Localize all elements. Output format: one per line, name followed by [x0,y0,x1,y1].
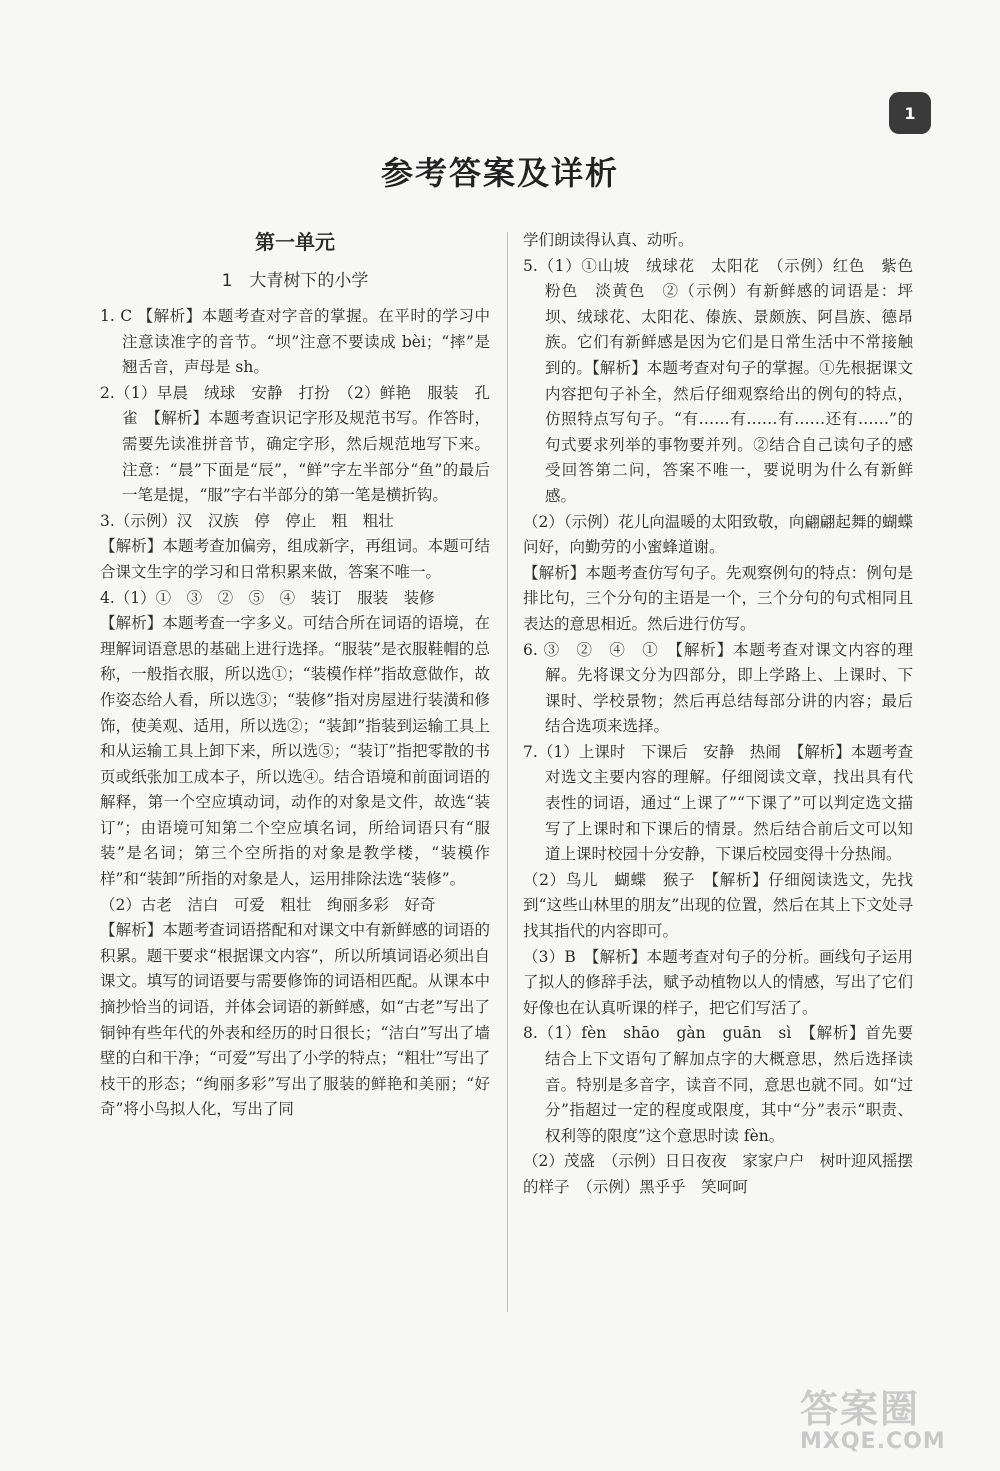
answer-item: （2）（示例）花儿向温暖的太阳致敬，向翩翩起舞的蝴蝶问好，向勤劳的小蜜蜂道谢。 [523,512,913,557]
answer-item: （3）B 【解析】本题考查对句子的分析。画线句子运用了拟人的修辞手法，赋予动植物以人的情感，写出了它们好像也在认真听课的样子，把它们写活了。 [523,947,913,1017]
unit-title: 第一单元 [255,230,335,254]
answer-item: 1. C 【解析】本题考查对字音的掌握。在平时的学习中注意读准字的音节。“坝”注意不要读成 bèi；“摔”是翘舌音，声母是 sh。 [100,307,490,377]
page-title: 参考答案及详析 [380,154,619,192]
column-divider [507,232,508,1312]
answer-item: 3.（示例）汉 汉族 停 停止 粗 粗壮 [100,511,394,530]
answer-item: （2）茂盛 （示例）日日夜夜 家家户户 树叶迎风摇摆的样子 （示例）黑乎乎 笑呵呵 [523,1152,913,1196]
left-column [100,228,490,1123]
answer-item: 7.（1）上课时 下课后 安静 热闹 【解析】本题考查对选文主要内容的理解。仔细阅读文章，找出具有代表性的词语，通过“上课了”“下课了”可以判定选文描写了上课时和下课后的情景。然后结合前后文可以知道上课时校园十分安静，下课后校园变得十分热闹。 [523,742,913,864]
lesson-title: 1 大青树下的小学 [221,271,369,291]
answer-item: 【解析】本题考查词语搭配和对课文中有新鲜感的词语的积累。题干要求“根据课文内容”，所以所填词语必须出自课文。填写的词语要与需要修饰的词语相匹配。从课本中摘抄恰当的词语，并体会词语的新鲜感，如“古老”写出了铜钟有些年代的外表和经历的时日很长；“洁白”写出了墙壁的白和干净；“可爱”写出了小学的特点；“粗壮”写出了枝干的形态；“绚丽多彩”写出了服装的鲜艳和美丽；“好奇”将小鸟拟人化，写出了同 [100,921,490,1119]
answer-item: 【解析】本题考查一字多义。可结合所在词语的语境，在理解词语意思的基础上进行选择。“服装”是衣服鞋帽的总称，一般指衣服，所以选①；“装模作样”指故意做作，故作姿态给人看，所以选③；“装修”指对房屋进行装潢和修饰，使美观、适用，所以选②；“装卸”指装到运输工具上和从运输工具上卸下来，所以选⑤；“装订”指把零散的书页或纸张加工成本子，所以选④。结合语境和前面词语的解释，第一个空应填动词，动作的对象是文件，故选“装订”；由语境可知第二个空应填名词，所给词语只有“服装”是名词；第三个空所指的对象是教学楼，“装模作样”和“装卸”所指的对象是人，运用排除法选“装修”。 [100,614,490,889]
watermark-en: MXQE.COM [800,1429,946,1454]
answer-item: 学们朗读得认真、动听。 [523,231,694,249]
answer-item: 8.（1）fèn shāo gàn guān sì 【解析】首先要结合上下文语句了解加点字的大概意思，然后选择读音。特别是多音字，读音不同，意思也就不同。如“过分”指超过一定的程度或限度，其中“分”表示“职责、权利等的限度”这个意思时读 fèn。 [523,1024,913,1145]
answer-item: 【解析】本题考查仿写句子。先观察例句的特点：例句是排比句，三个分句的主语是一个，三个分句的句式相同且表达的意思相近。然后进行仿写。 [523,563,913,633]
answer-item: 2.（1）早晨 绒球 安静 打扮 （2）鲜艳 服装 孔雀 【解析】本题考查识记字形及规范书写。作答时，需要先读准拼音节，确定字形，然后规范地写下来。注意：“晨”下面是“辰”，“鲜”字左半部分“鱼”的最后一笔是提，“服”字右半部分的第一笔是横折钩。 [100,383,490,505]
right-column [523,228,929,1201]
answer-item: 5.（1）①山坡 绒球花 太阳花 （示例）红色 紫色 粉色 淡黄色 ②（示例）有新鲜感的词语是：坪坝、绒球花、太阳花、傣族、景颇族、阿昌族、德昂族。它们有新鲜感是因为它们是日常生活中不常接触到的。【解析】本题考查对句子的掌握。①先根据课文内容把句子补全，然后仔细观察给出的例句的特点，仿照特点写句子。“有……有……有……还有……”的句式要求列举的事物要并列。②结合自己读句子的感受回答第二问，答案不唯一，要说明为什么有新鲜感。 [523,256,929,505]
page-number-badge: 1 [889,92,931,134]
answer-item: （2）古老 洁白 可爱 粗壮 绚丽多彩 好奇 [100,895,436,914]
watermark-logo [800,1378,946,1454]
answer-item: 4.（1）① ③ ② ⑤ ④ 装订 服装 装修 [100,588,435,607]
answer-item: （2）鸟儿 蝴蝶 猴子 【解析】仔细阅读选文，先找到“这些山林里的朋友”出现的位置，然后在其上下文处寻找其指代的内容即可。 [523,870,913,941]
answer-item: 6. ③ ② ④ ① 【解析】本题考查对课文内容的理解。先将课文分为四部分，即上学路上、上课时、下课时、学校景物；然后再总结每部分讲的内容；最后结合选项来选择。 [523,640,913,736]
answer-item: 【解析】本题考查加偏旁，组成新字，再组词。本题可结合课文生字的学习和日常积累来做，答案不唯一。 [100,537,490,581]
watermark-cn: 答案圈 [800,1387,921,1431]
